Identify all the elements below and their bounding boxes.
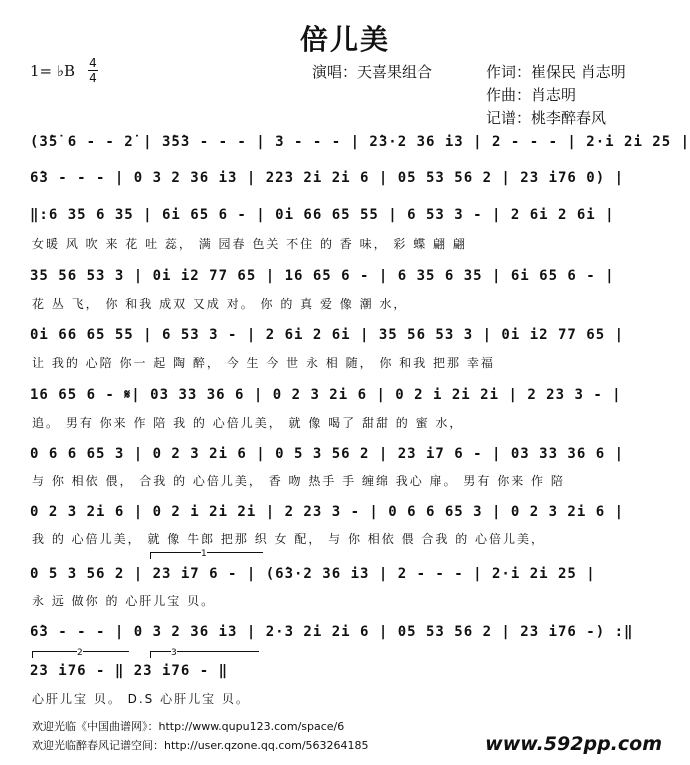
volta-label-3: 3 (171, 648, 177, 658)
singer-credit: 演唱：天喜果组合 (312, 63, 433, 81)
score-line-7-lyrics: 与 你 相依 偎， 合我 的 心倍儿美， 香 吻 热手 手 缠绵 我心 扉。 男有 你来 作 陪 (32, 474, 565, 488)
key-signature: 1= ♭B (30, 62, 75, 80)
lyricist-credit: 作词：崔保民 肖志明 (486, 63, 626, 81)
score-line-8-notes: 0 2 3 2i 6 | 0 2 i 2i 2i | 2 23 3 - | 0 6 6 65 3 | 0 2 3 2i 6 | (30, 504, 625, 520)
score-line-11-lyrics: 心肝儿宝 贝。 D.S 心肝儿宝 贝。 (32, 692, 250, 706)
score-line-9-lyrics: 永 远 做你 的 心肝儿宝 贝。 (32, 594, 216, 608)
score-line-8-lyrics: 我 的 心倍儿美， 就 像 牛郎 把那 织 女 配， 与 你 相依 偎 合我 的 心倍儿美， (32, 532, 546, 546)
score-line-5-lyrics: 让 我的 心陪 你一 起 陶 醉， 今 生 今 世 永 相 随， 你 和我 把那 幸福 (32, 356, 495, 370)
score-line-6-lyrics: 追。 男有 你来 作 陪 我 的 心倍儿美， 就 像 喝了 甜甜 的 蜜 水， (32, 416, 464, 430)
volta-label-1: 1 (201, 549, 207, 559)
time-signature-bottom: 4 (89, 71, 97, 85)
volta-label-2: 2 (77, 648, 83, 658)
score-line-7-notes: 0 6 6 65 3 | 0 2 3 2i 6 | 0 5 3 56 2 | 23 i7 6 - | 03 33 36 6 | (30, 446, 625, 462)
footer-line-2: 欢迎光临醉春风记谱空间：http://user.qzone.qq.com/563264185 (32, 739, 369, 752)
time-signature (88, 57, 98, 84)
watermark-logo: www.592pp.com (485, 733, 662, 755)
score-line-1-notes: (3̇5̇ 6 - - 2̇ | 3̇5̇3 - - - | 3 - - - | 2̇3·2 36 i3 | 2 - - - | 2·i 2i 25 | (30, 134, 690, 150)
score-line-4-notes: 35 56 53 3 | 0i i2 77 65 | 16 65 6 - | 6 35 6 35 | 6i 65 6 - | (30, 268, 615, 284)
score-line-2-notes: 6̇3 - - - | 0 3 2 36 i3 | 223 2i 2i 6 | 05 53 56 2 | 23 i76 0) | (30, 170, 625, 186)
score-line-11-notes: 23 i76 - ‖ 23 i76 - ‖ (30, 663, 229, 679)
transcriber-credit: 记谱：桃李醉春风 (486, 109, 607, 127)
score-line-10-notes: 6̇3 - - - | 0 3 2 36 i3 | 2·3 2i 2i 6 | 05 53 56 2 | 23 i76 -) :‖ (30, 624, 634, 640)
score-line-4-lyrics: 花 丛 飞， 你 和我 成双 又成 对。 你 的 真 爱 像 潮 水， (32, 297, 408, 311)
score-line-3-lyrics: 女暖 风 吹 来 花 吐 蕊， 满 园春 色关 不住 的 香 味， 彩 蝶 翩 翩 (32, 237, 467, 251)
volta-bracket-1 (150, 549, 263, 559)
time-signature-top: 4 (89, 56, 97, 70)
volta-bracket-3 (150, 648, 259, 658)
song-title: 倍儿美 (299, 23, 390, 56)
score-line-6-notes: 16 65 6 - 𝄋| 03 33 36 6 | 0 2 3 2i 6 | 0 2 i 2i 2i | 2 23 3 - | (30, 387, 622, 403)
composer-credit: 作曲：肖志明 (486, 86, 577, 104)
volta-bracket-2 (32, 648, 129, 658)
score-line-9-notes: 0 5 3 56 2 | 23 i7 6 - | (6̇3·2 36 i3 | 2 - - - | 2·i 2i 25 | (30, 566, 596, 582)
score-line-5-notes: 0i 66 65 55 | 6 53 3 - | 2 6i 2 6i | 35 56 53 3 | 0i i2 77 65 | (30, 327, 625, 343)
score-line-3-notes: ‖:6 35 6 35 | 6i 65 6 - | 0i 66 65 55 | 6 53 3 - | 2 6i 2 6i | (30, 207, 615, 223)
footer-line-1: 欢迎光临《中国曲谱网》：http://www.qupu123.com/space/6 (32, 720, 345, 733)
